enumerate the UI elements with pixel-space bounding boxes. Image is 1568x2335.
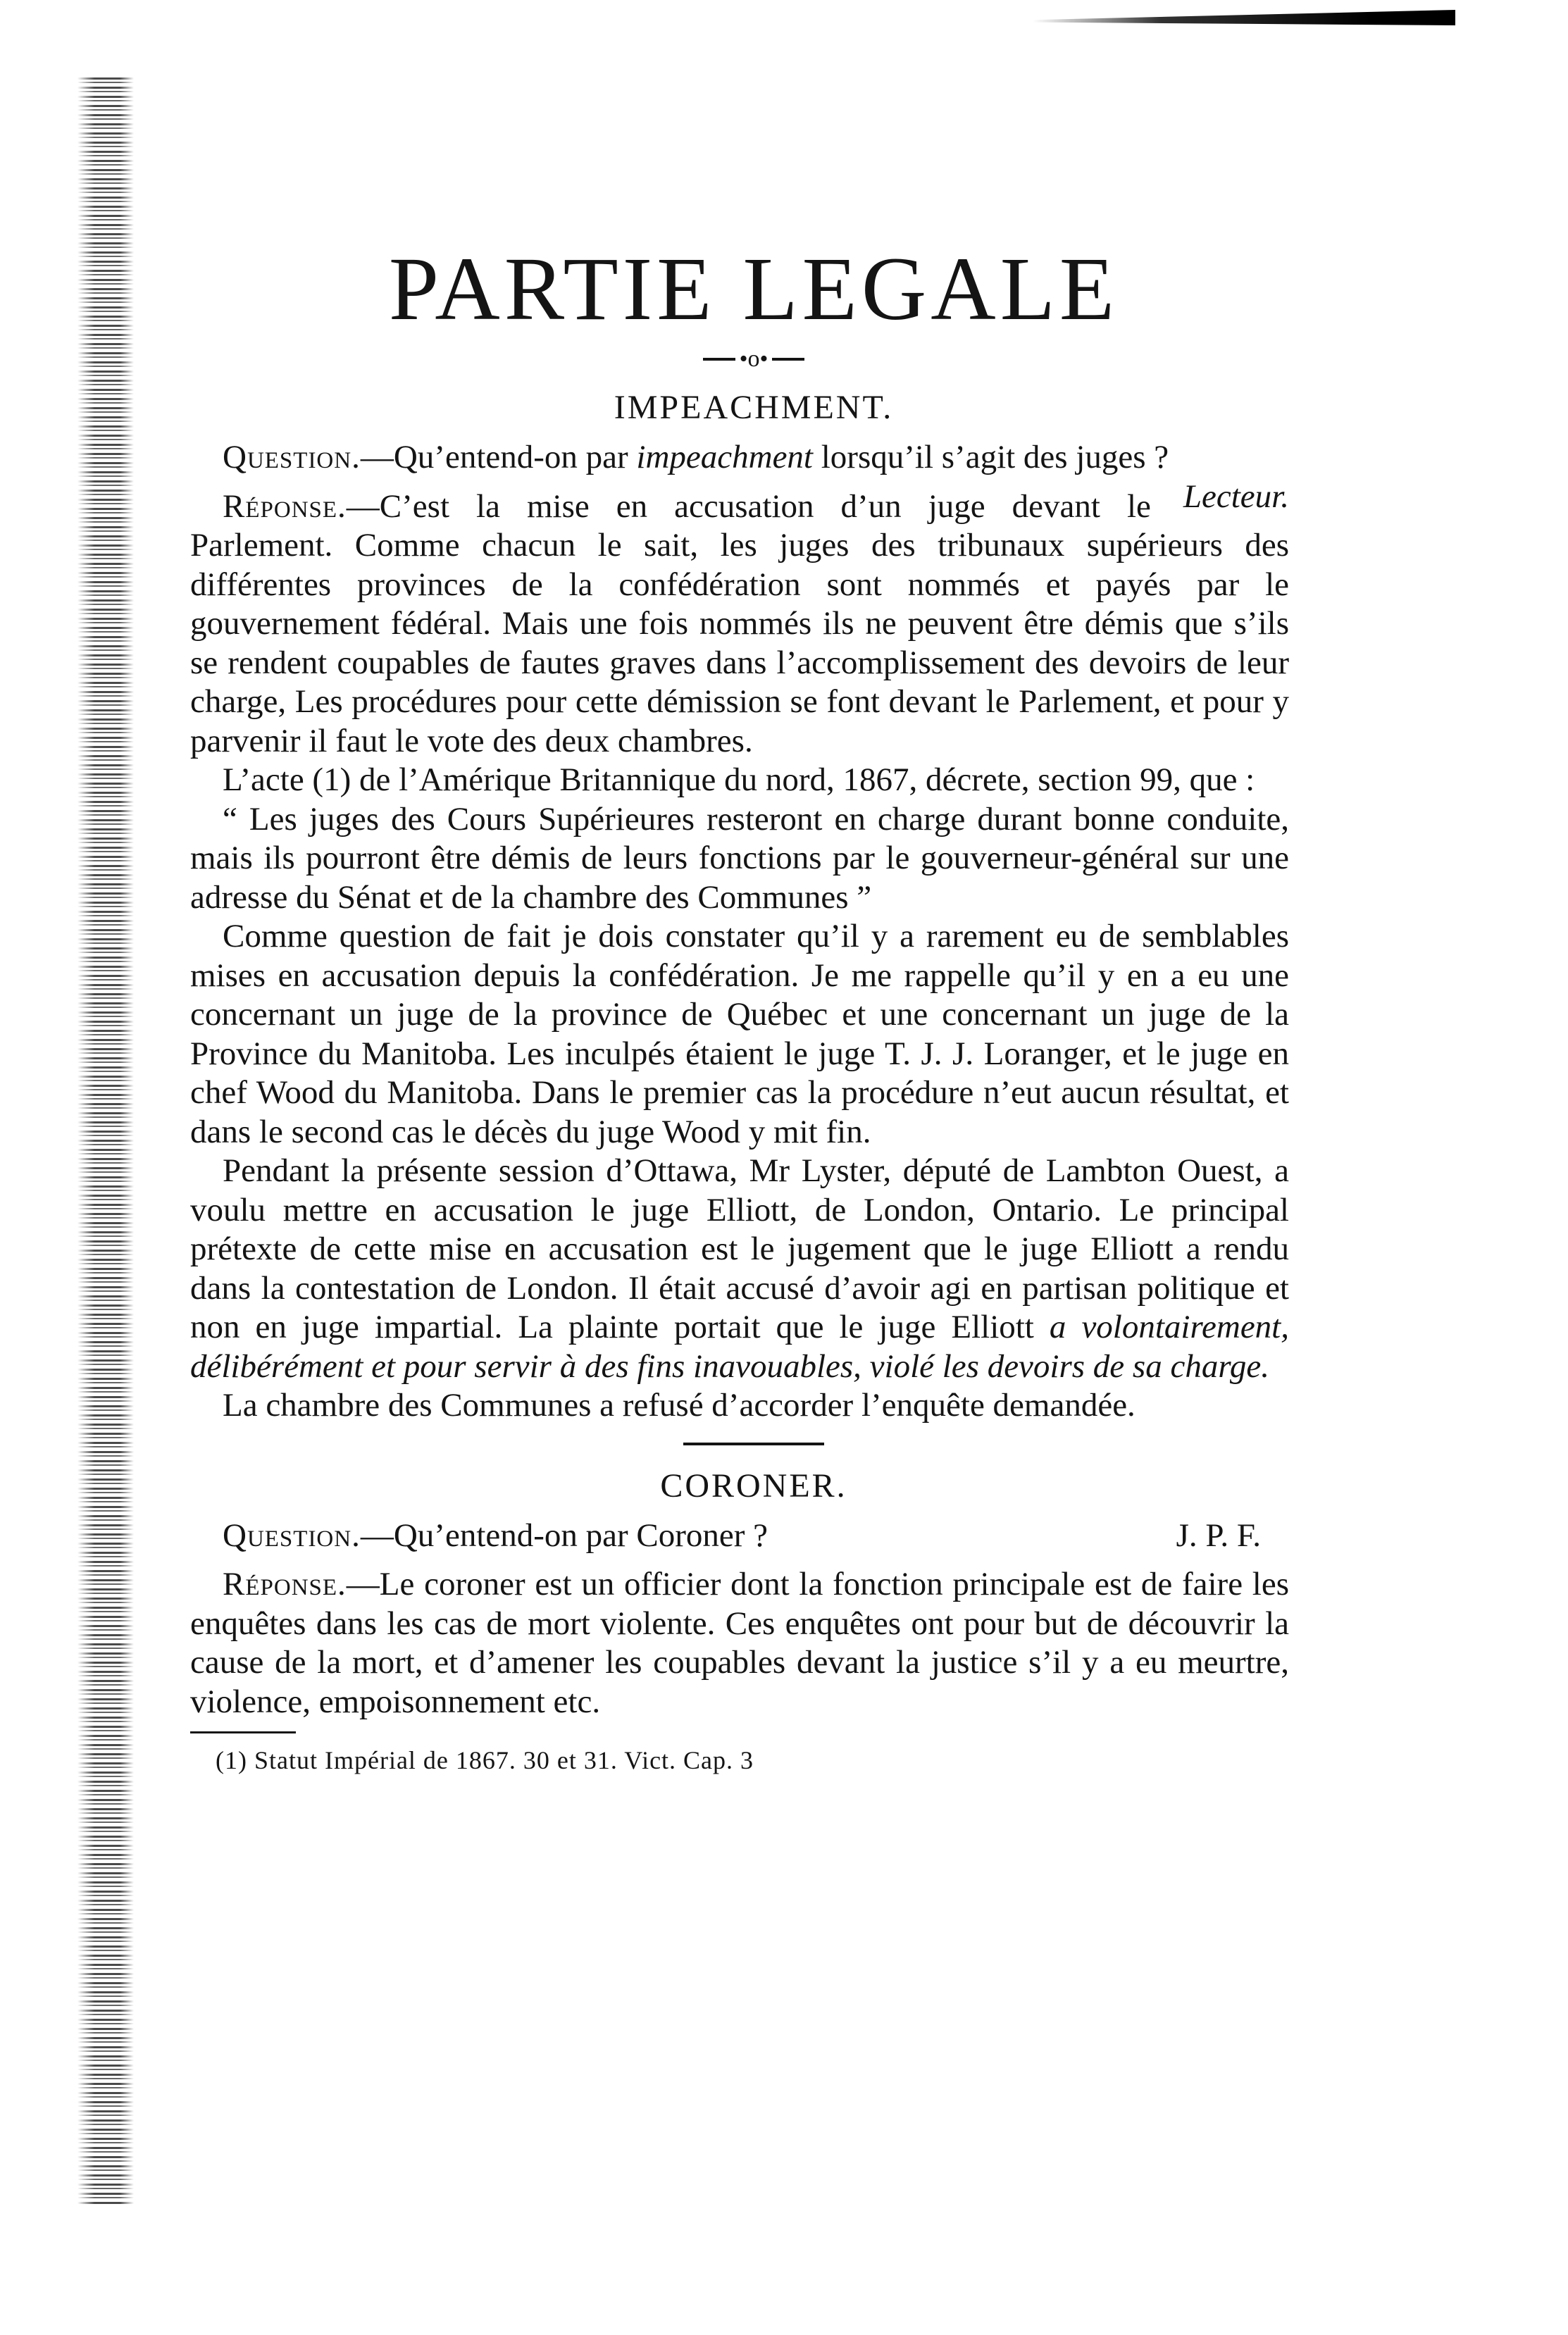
page-title: PARTIE LEGALE bbox=[388, 239, 1119, 339]
footnote-rule bbox=[190, 1731, 296, 1733]
answer-label: Réponse. bbox=[223, 487, 347, 525]
question-impeachment: Question.—Qu’entend-on par impeachment lorsqu’il s’agit des juges ? Lecteur. bbox=[190, 438, 1289, 478]
paragraph-fait: Comme question de fait je dois constater qu’il y a rarement eu de semblables mises en accusation depuis la confédération. Je me rappelle qu’il y en a eu une concernant un juge de la province de Québec et une concernant un juge de la Province du Manitoba. Les inculpés étaient le juge T. J. J. Loranger, et le juge en chef Wood du Manitoba. Dans le premier cas la procédure n’eut aucun résultat, et dans le second cas le décès du juge Wood y mit fin. bbox=[190, 918, 1289, 1150]
elliott-italic: a volontairement, délibérément et pour servir à des fins inavouables, violé les devoirs de sa charge. bbox=[190, 1309, 1289, 1385]
section-separator bbox=[683, 1443, 824, 1445]
title-ornament: •o• bbox=[218, 346, 1289, 371]
question-coroner: Question.—Qu’entend-on par Coroner ? J. P. F. bbox=[190, 1517, 1289, 1556]
section-heading-coroner: CORONER. bbox=[660, 1467, 847, 1505]
footnote: (1) Statut Impérial de 1867. 30 et 31. Vict. Cap. 3 bbox=[216, 1746, 754, 1774]
term-impeachment: impeachment bbox=[636, 439, 813, 475]
section-heading-impeachment: IMPEACHMENT. bbox=[614, 389, 894, 426]
top-scan-rule bbox=[1033, 10, 1455, 25]
answer-label: Réponse. bbox=[223, 1566, 347, 1602]
question-label: Question. bbox=[223, 439, 361, 475]
paragraph-quote: “ Les juges des Cours Supérieures resteront en charge durant bonne conduite, mais ils pourront être démis de leurs fonctions par le gouverneur-général sur une adresse du Sénat et de la chambre des Communes ” bbox=[190, 800, 1289, 916]
document-page bbox=[190, 239, 1289, 1776]
answer-impeachment: Réponse.—C’est la mise en accusation d’un juge devant le Parlement. Comme chacun le sait, les juges des tribunaux supérieurs des différentes provinces de la confédération sont nommés et payés par le gouvernement fédéral. Mais une fois nommés ils ne peuvent être démis que s’ils se rendent coupables de fautes graves dans l’accomplissement des devoirs de leur charge, Les procédures pour cette démission se font devant le Parlement, et pour y parvenir il faut le vote des deux chambres. bbox=[190, 487, 1289, 759]
scanned-binding-edge bbox=[77, 77, 134, 2205]
paragraph-closing: La chambre des Communes a refusé d’accorder l’enquête demandée. bbox=[223, 1387, 1135, 1424]
question-label: Question. bbox=[223, 1517, 361, 1554]
question-signature: Lecteur. bbox=[1183, 478, 1289, 515]
paragraph-elliott: Pendant la présente session d’Ottawa, Mr Lyster, député de Lambton Ouest, a voulu mettre en accusation le juge Elliott, de London, Ontario. Le principal prétexte de cette mise en accusation est le jugement que le juge Elliott a rendu dans la contestation de London. Il était accusé d’avoir agi en partisan politique et non en juge impartial. La plainte portait que le juge Elliott a volontairement, délibérément et pour servir à des fins inavouables, violé les devoirs de sa charge. bbox=[190, 1152, 1289, 1385]
paragraph-acte: L’acte (1) de l’Amérique Britannique du nord, 1867, décrete, section 99, que : bbox=[223, 761, 1255, 798]
question-signature: J. P. F. bbox=[1176, 1517, 1261, 1554]
answer-coroner: Réponse.—Le coroner est un officier dont la fonction principale est de faire les enquêtes dans les cas de mort violente. Ces enquêtes ont pour but de découvrir la cause de la mort, et d’amener les coupables devant la justice s’il y a eu meurtre, violence, empoisonnement etc. bbox=[190, 1566, 1289, 1720]
